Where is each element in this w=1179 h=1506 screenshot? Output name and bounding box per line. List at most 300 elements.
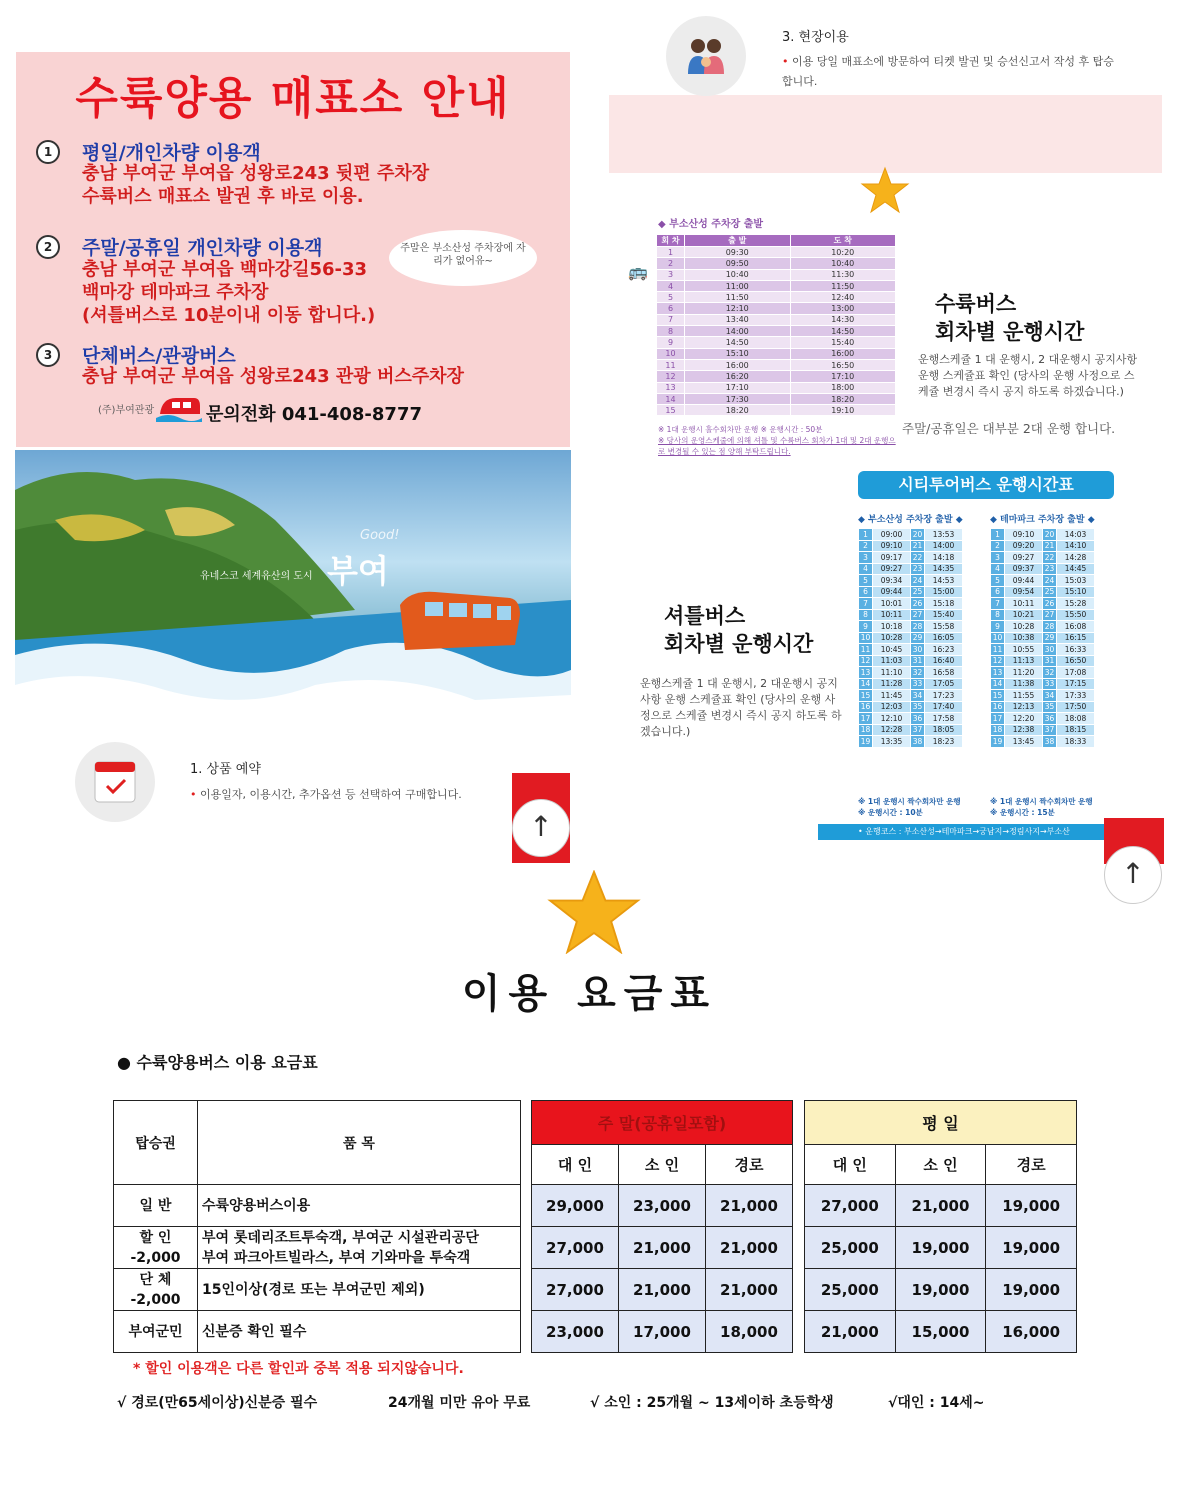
time-cell: 11:20	[1005, 667, 1043, 679]
schedule-row	[657, 337, 896, 348]
round-cell: 25	[1043, 586, 1057, 598]
adult-price: 25,000	[805, 1269, 896, 1311]
time-cell: 09:54	[1005, 586, 1043, 598]
round-cell: 26	[911, 598, 925, 610]
round-cell: 5	[657, 292, 685, 303]
citytour-row	[991, 690, 1095, 702]
round-cell: 15	[991, 690, 1005, 702]
child-price: 21,000	[619, 1227, 706, 1269]
round-cell: 20	[1043, 529, 1057, 541]
scroll-top-button[interactable]: ↑	[512, 799, 570, 857]
shuttle-heading: 셔틀버스 회차별 운행시간	[664, 604, 814, 656]
round-cell: 17	[991, 713, 1005, 725]
time-cell: 10:11	[873, 609, 911, 621]
time-cell: 10:01	[873, 598, 911, 610]
col-child: 소 인	[895, 1145, 986, 1185]
weekday-fare-table	[804, 1100, 1077, 1353]
round-cell: 29	[1043, 632, 1057, 644]
citytour-row	[991, 667, 1095, 679]
round-cell: 10	[859, 632, 873, 644]
round-cell: 4	[991, 563, 1005, 575]
ticket-office-panel	[16, 52, 570, 447]
time-cell: 14:18	[925, 552, 963, 564]
round-cell: 20	[911, 529, 925, 541]
schedule-row	[657, 303, 896, 314]
senior-price: 19,000	[986, 1269, 1077, 1311]
depart-cell: 09:50	[685, 258, 791, 269]
arrive-cell: 17:10	[790, 371, 896, 382]
round-cell: 12	[991, 655, 1005, 667]
round-cell: 34	[1043, 690, 1057, 702]
round-cell: 9	[859, 621, 873, 633]
round-cell: 38	[911, 736, 925, 748]
senior-price: 19,000	[986, 1227, 1077, 1269]
footer-child: √ 소인 : 25개월 ~ 13세이하 초등학생	[590, 1395, 834, 1411]
time-cell: 12:38	[1005, 724, 1043, 736]
entry-line: 수륙버스 매표소 발권 후 바로 이용.	[82, 186, 364, 207]
time-cell: 18:05	[925, 724, 963, 736]
round-cell: 17	[859, 713, 873, 725]
arrive-cell: 10:20	[790, 247, 896, 258]
adult-price: 27,000	[532, 1227, 619, 1269]
time-cell: 12:28	[873, 724, 911, 736]
amphibious-bus	[400, 592, 520, 650]
round-cell: 12	[657, 371, 685, 382]
depart-cell: 16:00	[685, 359, 791, 370]
adult-price: 25,000	[805, 1227, 896, 1269]
citytour-row	[991, 575, 1095, 587]
depart-cell: 12:10	[685, 303, 791, 314]
depart-cell: 10:40	[685, 269, 791, 280]
office-title: 수륙양용 매표소 안내	[75, 73, 511, 124]
time-cell: 09:27	[1005, 552, 1043, 564]
round-cell: 3	[657, 269, 685, 280]
citytour-row	[991, 678, 1095, 690]
ticket-type: 할 인 -2,000	[114, 1227, 198, 1269]
senior-price: 21,000	[706, 1227, 793, 1269]
round-cell: 10	[657, 348, 685, 359]
citytour-left-heading: ◆ 부소산성 주차장 출발 ◆	[858, 515, 963, 525]
entry-line: 충남 부여군 부여읍 백마강길56-33	[82, 259, 368, 280]
item-desc: 15인이상(경로 또는 부여군민 제외)	[198, 1269, 521, 1311]
round-cell: 7	[657, 314, 685, 325]
time-cell: 16:05	[925, 632, 963, 644]
fare-item-table	[113, 1100, 521, 1353]
time-cell: 12:13	[1005, 701, 1043, 713]
entry-heading: 주말/공휴일 개인차량 이용객	[82, 237, 323, 259]
photo-subtitle: 유네스코 세계유산의 도시	[200, 571, 313, 582]
round-cell: 11	[657, 359, 685, 370]
round-cell: 2	[657, 258, 685, 269]
citytour-row	[859, 724, 963, 736]
citytour-row	[991, 701, 1095, 713]
weekend-price-row	[532, 1269, 793, 1311]
round-cell: 32	[1043, 667, 1057, 679]
col-round: 회 차	[657, 235, 685, 247]
company-logo-text: (주)부여관광	[98, 405, 155, 416]
time-cell: 17:23	[925, 690, 963, 702]
citytour-row	[991, 621, 1095, 633]
round-cell: 18	[991, 724, 1005, 736]
round-cell: 33	[911, 678, 925, 690]
schedule-row	[657, 292, 896, 303]
step-1-text: • 이용일자, 이용시간, 추가옵션 등 선택하여 구매합니다.	[190, 788, 462, 801]
citytour-row	[991, 609, 1095, 621]
weekend-header: 주 말(공휴일포함)	[532, 1101, 793, 1145]
entry-line: 백마강 테마파크 주차장	[82, 282, 269, 303]
time-cell: 15:50	[1057, 609, 1095, 621]
time-cell: 09:00	[873, 529, 911, 541]
time-cell: 12:10	[873, 713, 911, 725]
time-cell: 16:58	[925, 667, 963, 679]
fare-row	[114, 1227, 521, 1269]
arrive-cell: 13:00	[790, 303, 896, 314]
entry-line: 충남 부여군 부여읍 성왕로243 뒷편 주차장	[82, 163, 430, 184]
round-cell: 1	[991, 529, 1005, 541]
arrive-cell: 16:00	[790, 348, 896, 359]
amphibious-heading: 수륙버스 회차별 운행시간	[935, 292, 1085, 344]
round-cell: 3	[859, 552, 873, 564]
citytour-banner: 시티투어버스 운행시간표	[858, 471, 1114, 499]
depart-cell: 14:00	[685, 326, 791, 337]
round-cell: 5	[859, 575, 873, 587]
item-desc: 신분증 확인 필수	[198, 1311, 521, 1353]
arrive-cell: 10:40	[790, 258, 896, 269]
arrive-cell: 18:00	[790, 382, 896, 393]
citytour-row	[859, 701, 963, 713]
ticket-type: 단 체 -2,000	[114, 1269, 198, 1311]
col-senior: 경로	[986, 1145, 1077, 1185]
round-cell: 25	[911, 586, 925, 598]
col-depart: 출 발	[685, 235, 791, 247]
contact-phone: 문의전화 041-408-8777	[206, 404, 423, 425]
round-cell: 2	[859, 540, 873, 552]
citytour-row	[991, 529, 1095, 541]
star-icon	[546, 870, 642, 954]
time-cell: 15:00	[925, 586, 963, 598]
time-cell: 10:11	[1005, 598, 1043, 610]
round-cell: 10	[991, 632, 1005, 644]
round-cell: 30	[1043, 644, 1057, 656]
scroll-top-tab	[512, 773, 570, 863]
round-cell: 27	[1043, 609, 1057, 621]
round-cell: 9	[657, 337, 685, 348]
time-cell: 15:28	[1057, 598, 1095, 610]
citytour-row	[859, 609, 963, 621]
amphibious-note-1: ※ 1대 운행시 홀수회차만 운행 ※ 운행시간 : 50분	[658, 425, 823, 434]
time-cell: 17:58	[925, 713, 963, 725]
col-senior: 경로	[706, 1145, 793, 1185]
time-cell: 09:10	[873, 540, 911, 552]
amphibious-table-title: ◆ 부소산성 주차장 출발	[658, 219, 764, 230]
senior-price: 19,000	[986, 1185, 1077, 1227]
weekday-price-row	[805, 1185, 1077, 1227]
time-cell: 14:28	[1057, 552, 1095, 564]
citytour-right-table	[990, 528, 1095, 748]
senior-price: 21,000	[706, 1269, 793, 1311]
time-cell: 16:33	[1057, 644, 1095, 656]
round-cell: 23	[911, 563, 925, 575]
depart-cell: 14:50	[685, 337, 791, 348]
item-desc: 부여 롯데리조트투숙객, 부여군 시설관리공단 부여 파크아트빌라스, 부여 기와마을 투숙객	[198, 1227, 521, 1269]
senior-price: 18,000	[706, 1311, 793, 1353]
scenery-illustration	[15, 450, 571, 730]
child-price: 21,000	[895, 1185, 986, 1227]
bus-icon: 🚌	[628, 262, 648, 281]
depart-cell: 18:20	[685, 405, 791, 416]
round-cell: 4	[859, 563, 873, 575]
calendar-icon	[75, 742, 155, 822]
citytour-row	[991, 598, 1095, 610]
adult-price: 29,000	[532, 1185, 619, 1227]
photo-title: 부여	[327, 552, 389, 590]
arrive-cell: 14:30	[790, 314, 896, 325]
citytour-row	[991, 540, 1095, 552]
citytour-row	[859, 667, 963, 679]
schedule-row	[657, 280, 896, 291]
time-cell: 15:18	[925, 598, 963, 610]
time-cell: 14:35	[925, 563, 963, 575]
round-cell: 8	[991, 609, 1005, 621]
speech-bubble: 주말은 부소산성 주차장에 자리가 없어유~	[389, 230, 537, 286]
round-cell: 14	[657, 393, 685, 404]
ticket-type: 일 반	[114, 1185, 198, 1227]
time-cell: 15:58	[925, 621, 963, 633]
schedule-row	[657, 348, 896, 359]
amphibious-note-2: ※ 당사의 운영스케줄에 의해 셔틀 및 수륙버스 회차가 1대 및 2대 운행으로 변경될 수 있는 점 양해 부탁드립니다.	[658, 436, 896, 456]
fare-subtitle: ● 수륙양용버스 이용 요금표	[117, 1053, 318, 1072]
time-cell: 15:03	[1057, 575, 1095, 587]
time-cell: 10:38	[1005, 632, 1043, 644]
round-cell: 13	[991, 667, 1005, 679]
number-badge-2: 2	[36, 235, 60, 259]
round-cell: 23	[1043, 563, 1057, 575]
round-cell: 31	[911, 655, 925, 667]
round-cell: 3	[991, 552, 1005, 564]
citytour-row	[859, 713, 963, 725]
time-cell: 18:15	[1057, 724, 1095, 736]
depart-cell: 17:10	[685, 382, 791, 393]
time-cell: 18:23	[925, 736, 963, 748]
round-cell: 38	[1043, 736, 1057, 748]
round-cell: 29	[911, 632, 925, 644]
time-cell: 17:08	[1057, 667, 1095, 679]
col-ticket: 탑승권	[114, 1101, 198, 1185]
fare-row	[114, 1269, 521, 1311]
citytour-right-note: ※ 1대 운행시 짝수회차만 운행 ※ 운행시간 : 15분	[990, 797, 1093, 817]
schedule-row	[657, 247, 896, 258]
round-cell: 6	[657, 303, 685, 314]
citytour-row	[991, 713, 1095, 725]
arrive-cell: 16:50	[790, 359, 896, 370]
scroll-top-tab	[1104, 818, 1164, 890]
round-cell: 24	[911, 575, 925, 587]
entry-line: 충남 부여군 부여읍 성왕로243 관광 버스주차장	[82, 366, 464, 387]
senior-price: 21,000	[706, 1185, 793, 1227]
weekday-price-row	[805, 1269, 1077, 1311]
fare-note: * 할인 이용객은 다른 할인과 중복 적용 되지않습니다.	[133, 1361, 464, 1377]
round-cell: 31	[1043, 655, 1057, 667]
citytour-row	[859, 736, 963, 748]
shuttle-description: 운행스케쥴 1 대 운행시, 2 대운행시 공지사항 운행 스케쥴표 확인 (당사의 운행 사정으로 스케쥴 변경시 즉시 공지 하도록 하겠습니다.)	[640, 677, 842, 738]
time-cell: 14:53	[925, 575, 963, 587]
time-cell: 09:10	[1005, 529, 1043, 541]
citytour-left-table	[858, 528, 963, 748]
fare-title: 이용 요금표	[461, 971, 718, 1017]
amphibious-notes	[658, 424, 898, 457]
citytour-row	[859, 690, 963, 702]
time-cell: 16:40	[925, 655, 963, 667]
step-1-heading: 1. 상품 예약	[190, 762, 261, 777]
star-icon	[860, 166, 910, 214]
time-cell: 11:03	[873, 655, 911, 667]
adult-price: 27,000	[532, 1269, 619, 1311]
citytour-row	[991, 632, 1095, 644]
citytour-row	[859, 552, 963, 564]
schedule-row	[657, 326, 896, 337]
child-price: 23,000	[619, 1185, 706, 1227]
citytour-row	[991, 563, 1095, 575]
arrive-cell: 12:40	[790, 292, 896, 303]
round-cell: 1	[657, 247, 685, 258]
round-cell: 7	[859, 598, 873, 610]
schedule-row	[657, 269, 896, 280]
time-cell: 14:10	[1057, 540, 1095, 552]
adult-price: 27,000	[805, 1185, 896, 1227]
number-badge-1: 1	[36, 140, 60, 164]
weekend-price-row	[532, 1185, 793, 1227]
depart-cell: 11:00	[685, 280, 791, 291]
scroll-top-button[interactable]: ↑	[1104, 846, 1162, 904]
round-cell: 19	[859, 736, 873, 748]
citytour-row	[859, 655, 963, 667]
col-item: 품 목	[198, 1101, 521, 1185]
round-cell: 35	[911, 701, 925, 713]
time-cell: 14:00	[925, 540, 963, 552]
round-cell: 24	[1043, 575, 1057, 587]
depart-cell: 17:30	[685, 393, 791, 404]
citytour-row	[991, 736, 1095, 748]
round-cell: 27	[911, 609, 925, 621]
weekend-fare-table	[531, 1100, 793, 1353]
citytour-row	[991, 644, 1095, 656]
ticket-type: 부여군민	[114, 1311, 198, 1353]
time-cell: 10:45	[873, 644, 911, 656]
round-cell: 7	[991, 598, 1005, 610]
round-cell: 12	[859, 655, 873, 667]
arrive-cell: 11:50	[790, 280, 896, 291]
item-desc: 수륙양용버스이용	[198, 1185, 521, 1227]
time-cell: 18:08	[1057, 713, 1095, 725]
promo-photo	[15, 450, 571, 730]
arrive-cell: 14:50	[790, 326, 896, 337]
child-price: 19,000	[895, 1269, 986, 1311]
weekend-note: 주말/공휴일은 대부분 2대 운행 합니다.	[902, 421, 1116, 436]
schedule-row	[657, 314, 896, 325]
time-cell: 15:40	[925, 609, 963, 621]
weekend-price-row	[532, 1227, 793, 1269]
schedule-row	[657, 371, 896, 382]
child-price: 21,000	[619, 1269, 706, 1311]
time-cell: 17:33	[1057, 690, 1095, 702]
schedule-row	[657, 382, 896, 393]
entry-heading: 평일/개인차량 이용객	[82, 142, 261, 164]
round-cell: 22	[1043, 552, 1057, 564]
round-cell: 36	[911, 713, 925, 725]
time-cell: 09:44	[873, 586, 911, 598]
arrive-cell: 18:20	[790, 393, 896, 404]
round-cell: 36	[1043, 713, 1057, 725]
weekday-price-row	[805, 1311, 1077, 1353]
time-cell: 10:28	[873, 632, 911, 644]
round-cell: 28	[1043, 621, 1057, 633]
round-cell: 28	[911, 621, 925, 633]
depart-cell: 13:40	[685, 314, 791, 325]
time-cell: 13:45	[1005, 736, 1043, 748]
round-cell: 15	[657, 405, 685, 416]
arrive-cell: 11:30	[790, 269, 896, 280]
amphibious-schedule-table	[656, 234, 896, 416]
time-cell: 12:20	[1005, 713, 1043, 725]
office-entry-1	[36, 138, 556, 208]
citytour-row	[991, 586, 1095, 598]
citytour-row	[859, 563, 963, 575]
col-arrive: 도 착	[790, 235, 896, 247]
schedule-row	[657, 405, 896, 416]
round-cell: 8	[859, 609, 873, 621]
citytour-course: • 운행코스 : 부소산성→테마파크→궁남지→정림사지→부소산	[818, 824, 1108, 840]
round-cell: 11	[991, 644, 1005, 656]
time-cell: 10:55	[1005, 644, 1043, 656]
time-cell: 11:38	[1005, 678, 1043, 690]
time-cell: 11:28	[873, 678, 911, 690]
weekday-price-row	[805, 1227, 1077, 1269]
round-cell: 14	[859, 678, 873, 690]
col-adult: 대 인	[805, 1145, 896, 1185]
round-cell: 13	[657, 382, 685, 393]
time-cell: 17:05	[925, 678, 963, 690]
senior-price: 16,000	[986, 1311, 1077, 1353]
time-cell: 11:13	[1005, 655, 1043, 667]
citytour-left-note: ※ 1대 운행시 짝수회차만 운행 ※ 운행시간 : 10분	[858, 797, 961, 817]
citytour-row	[991, 655, 1095, 667]
schedule-row	[657, 393, 896, 404]
round-cell: 1	[859, 529, 873, 541]
entry-heading: 단체버스/관광버스	[82, 345, 236, 367]
round-cell: 9	[991, 621, 1005, 633]
adult-price: 21,000	[805, 1311, 896, 1353]
depart-cell: 11:50	[685, 292, 791, 303]
time-cell: 15:10	[1057, 586, 1095, 598]
time-cell: 17:40	[925, 701, 963, 713]
time-cell: 11:45	[873, 690, 911, 702]
depart-cell: 15:10	[685, 348, 791, 359]
step-3-text: • 이용 당일 매표소에 방문하여 티켓 발권 및 승선신고서 작성 후 탑승합니다.	[782, 55, 1114, 88]
round-cell: 22	[911, 552, 925, 564]
citytour-row	[859, 644, 963, 656]
citytour-row	[859, 598, 963, 610]
time-cell: 10:18	[873, 621, 911, 633]
round-cell: 13	[859, 667, 873, 679]
citytour-row	[859, 621, 963, 633]
citytour-row	[859, 586, 963, 598]
time-cell: 16:50	[1057, 655, 1095, 667]
citytour-row	[991, 552, 1095, 564]
amphibious-description: 운행스케쥴 1 대 운행시, 2 대운행시 공지사항 운행 스케쥴표 확인 (당사의 운행 사정으로 스케쥴 변경시 즉시 공지 하도록 하겠습니다.)	[918, 353, 1138, 398]
time-cell: 09:37	[1005, 563, 1043, 575]
time-cell: 10:28	[1005, 621, 1043, 633]
time-cell: 11:55	[1005, 690, 1043, 702]
